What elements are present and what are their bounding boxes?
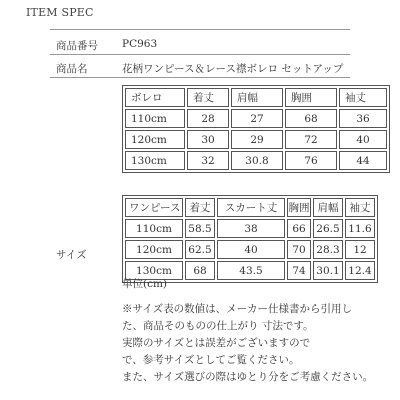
note-line: ※サイズ表の数値は、メーカー仕様書から引用し	[122, 303, 352, 315]
table-cell: 58.5	[185, 219, 215, 238]
table-cell: 43.5	[217, 261, 285, 280]
table-cell: 40	[339, 130, 387, 149]
note-line: た、商品そのものの仕上がり 寸法です。	[122, 320, 314, 332]
table-cell: 40	[217, 240, 285, 259]
table-cell: 130cm	[125, 151, 185, 170]
table-cell: 26.5	[313, 219, 343, 238]
divider	[50, 77, 350, 78]
table-cell: 120cm	[125, 240, 183, 259]
divider	[50, 54, 350, 55]
table-cell: 30	[187, 130, 229, 149]
bolero-size-table	[122, 85, 390, 173]
size-notes	[122, 301, 373, 386]
table-cell: 44	[339, 151, 387, 170]
table-header-row	[125, 88, 387, 107]
table-cell: 32	[187, 151, 229, 170]
table-cell: 72	[285, 130, 337, 149]
header-cell: スカート丈	[217, 198, 285, 217]
header-cell: 胸囲	[285, 88, 337, 107]
table-row	[125, 130, 387, 149]
table-cell: 29	[231, 130, 283, 149]
table-cell: 120cm	[125, 130, 185, 149]
header-cell: 肩幅	[231, 88, 283, 107]
header-cell: 袖丈	[345, 198, 375, 217]
table-cell: 27	[231, 109, 283, 128]
header-cell: ワンピース	[125, 198, 183, 217]
table-cell: 74	[287, 261, 311, 280]
note-line: 実際のサイズとは誤差がございますので	[122, 337, 311, 349]
table-cell: 76	[285, 151, 337, 170]
table-cell: 28.3	[313, 240, 343, 259]
note-line: で、参考サイズとしてご覧ください。	[122, 354, 300, 366]
table-cell: 30.8	[231, 151, 283, 170]
table-cell: 28	[187, 109, 229, 128]
table-cell: 12	[345, 240, 375, 259]
divider	[50, 29, 350, 30]
item-number-value: PC963	[122, 38, 158, 50]
item-name-value: 花柄ワンピース＆レース襟ボレロ セットアップ	[122, 63, 344, 75]
table-cell: 70	[287, 240, 311, 259]
unit-note: 単位(cm)	[122, 278, 168, 290]
header-cell: 肩幅	[313, 198, 343, 217]
spec-title: ITEM SPEC	[26, 6, 94, 19]
header-cell: 着丈	[187, 88, 229, 107]
table-cell: 62.5	[185, 240, 215, 259]
header-cell: ボレロ	[125, 88, 185, 107]
header-cell: 着丈	[185, 198, 215, 217]
table-cell: 130cm	[125, 261, 183, 280]
header-cell: 袖丈	[339, 88, 387, 107]
table-cell: 12.4	[345, 261, 375, 280]
table-cell: 36	[339, 109, 387, 128]
table-cell: 68	[285, 109, 337, 128]
table-row	[125, 109, 387, 128]
table-cell: 66	[287, 219, 311, 238]
table-cell: 38	[217, 219, 285, 238]
table-cell: 30.1	[313, 261, 343, 280]
table-cell: 110cm	[125, 109, 185, 128]
table-cell: 68	[185, 261, 215, 280]
note-line: また、サイズ選びの際はゆとり分をご考慮ください。	[122, 371, 374, 383]
table-header-row	[125, 198, 375, 217]
header-cell: 胸囲	[287, 198, 311, 217]
item-number-label: 商品番号	[56, 40, 98, 52]
item-name-label: 商品名	[56, 63, 88, 75]
table-cell: 11.6	[345, 219, 375, 238]
table-row	[125, 151, 387, 170]
table-row	[125, 219, 375, 238]
table-row	[125, 240, 375, 259]
size-label: サイズ	[56, 249, 87, 261]
table-cell: 110cm	[125, 219, 183, 238]
onepiece-size-table	[122, 195, 378, 283]
